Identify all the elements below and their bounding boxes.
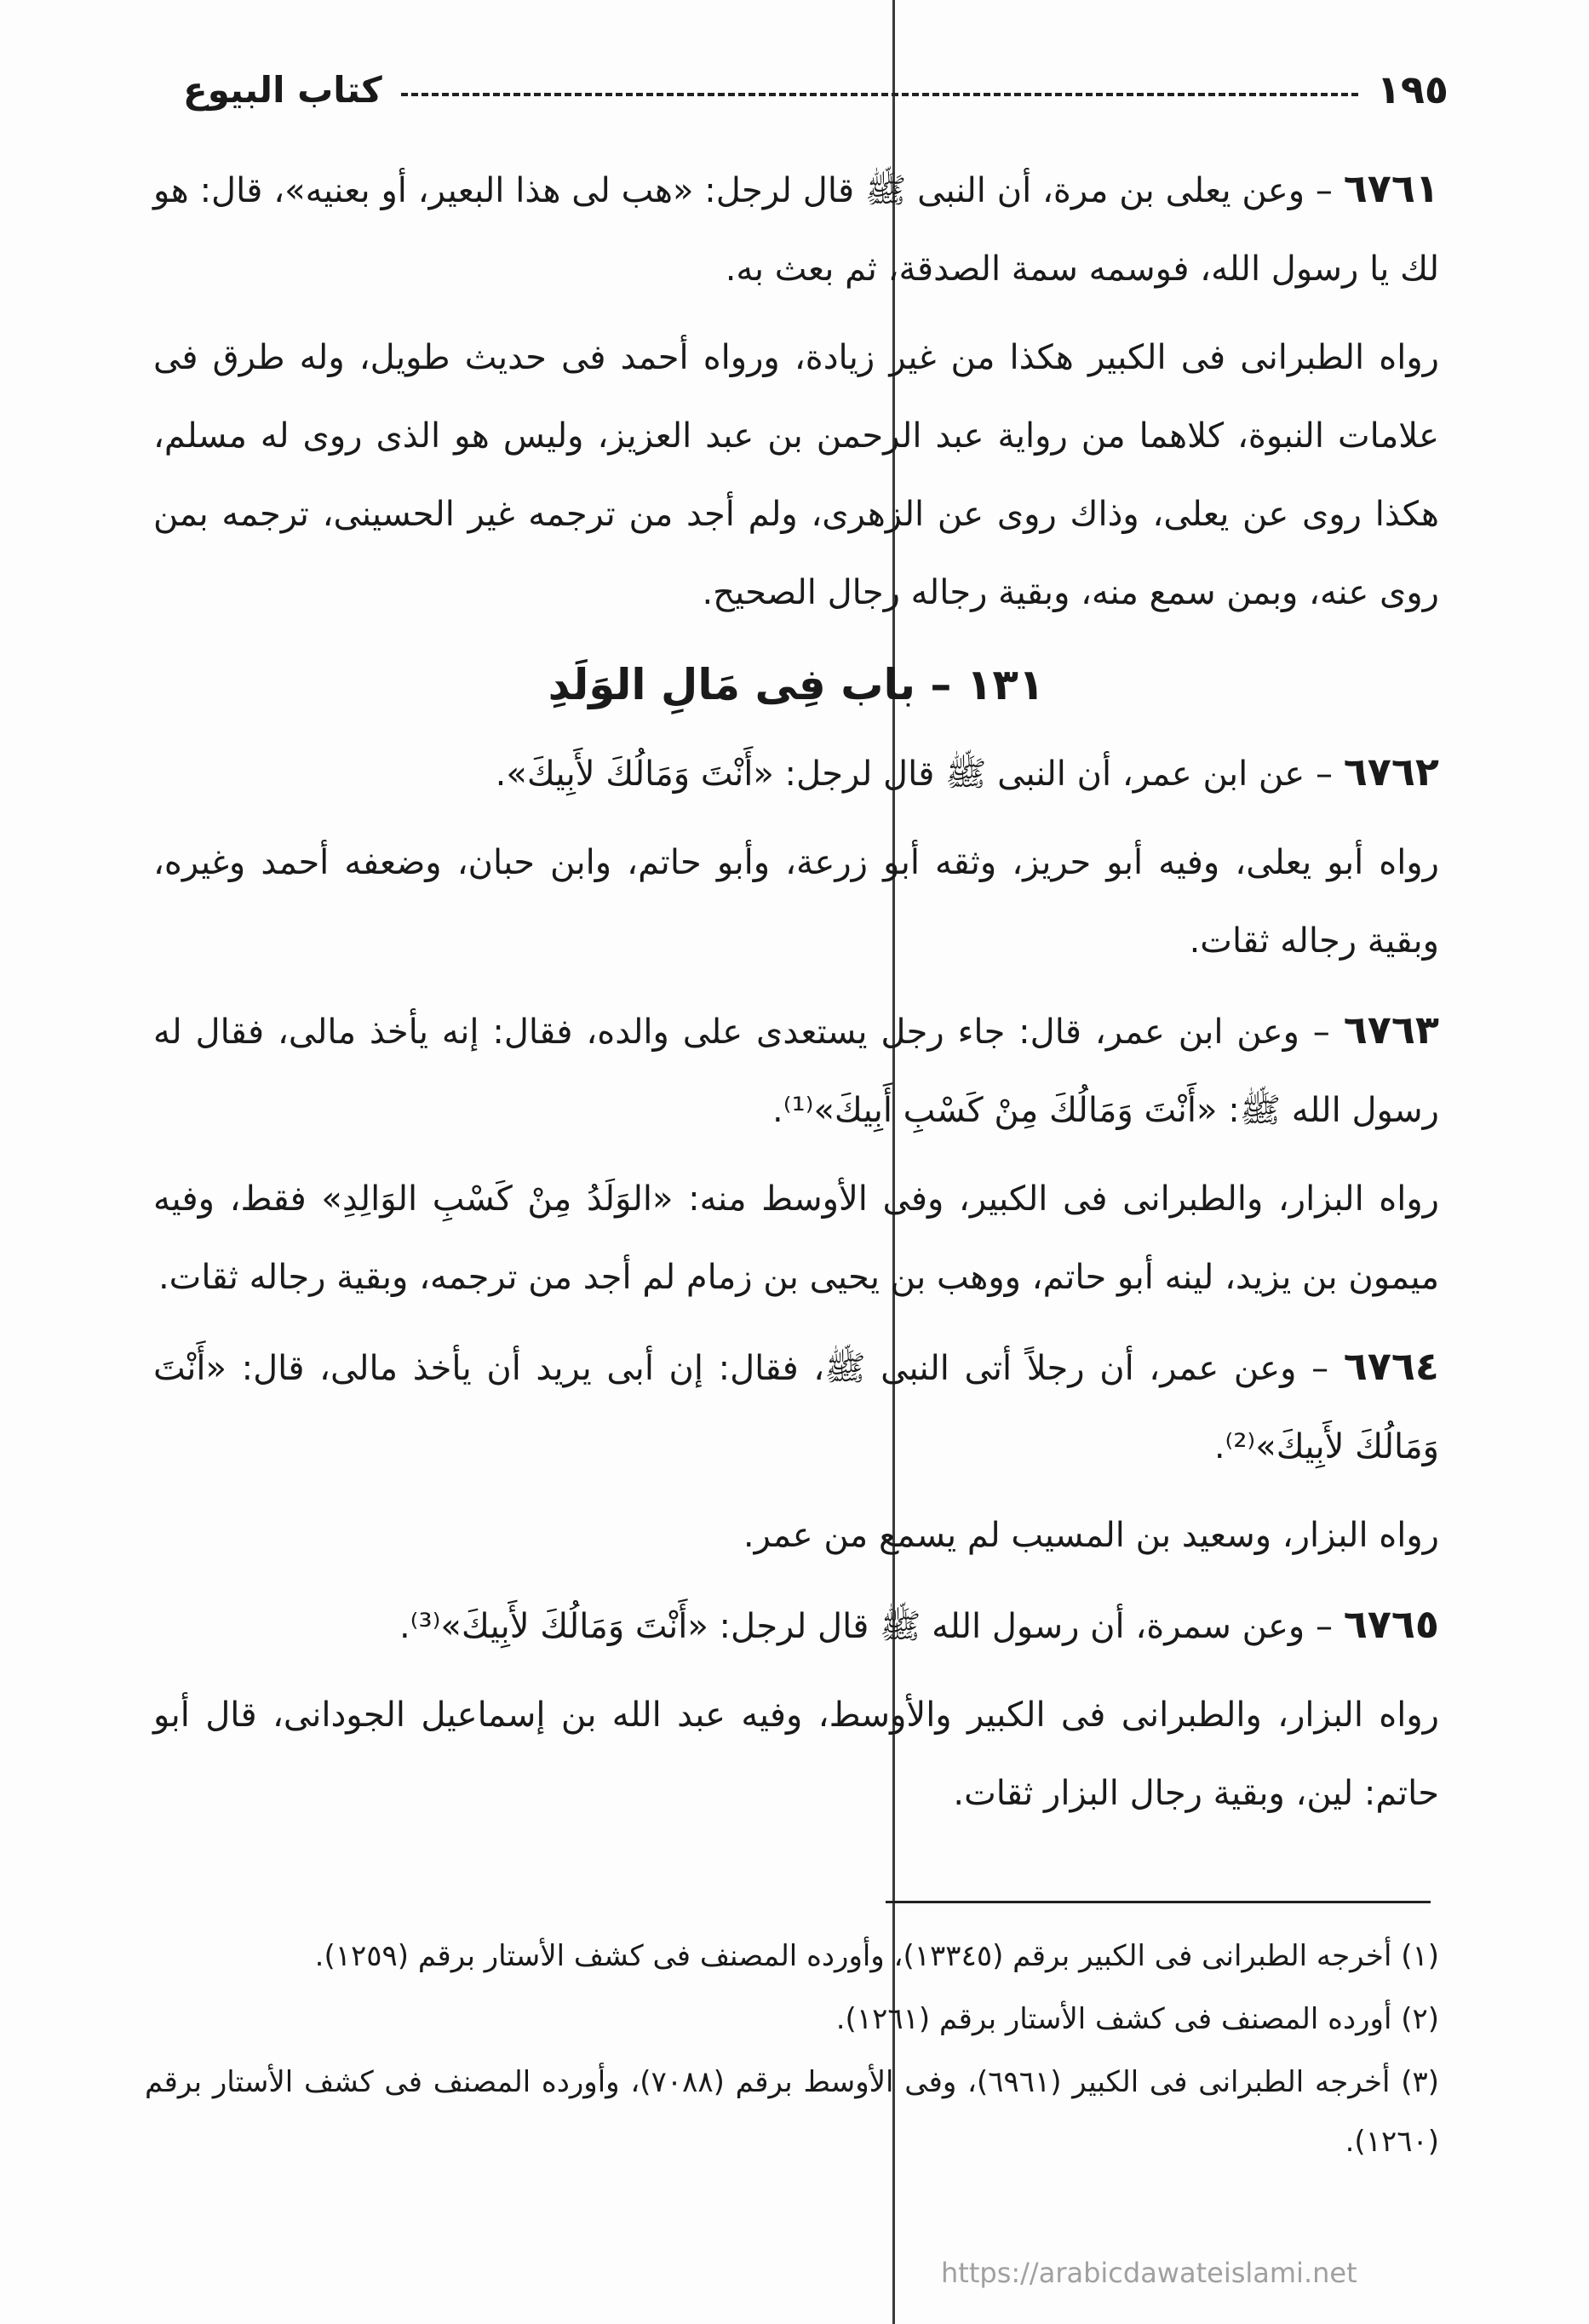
footnote: (٢) أورده المصنف فى كشف الأستار برقم (١٢٦١). bbox=[835, 2002, 1439, 2036]
commentary-text: رواه البزار، والطبرانى فى الكبير والأوسط، وفيه عبد الله بن إسماعيل الجودانى، قال أبو حاتم: لين، وبقية رجال البزار ثقات. bbox=[153, 1696, 1439, 1813]
header-dashes bbox=[401, 93, 1358, 96]
hadith-commentary bbox=[153, 318, 1439, 632]
commentary-text: رواه البزار، والطبرانى فى الكبير، وفى الأوسط منه: «الوَلَدُ مِنْ كَسْبِ الوَالِدِ» فقط، وفيه ميمون بن يزيد، لينه أبو حاتم، ووهب بن يحيى بن زمام لم أجد من ترجمه، وبقية رجاله ثقات. bbox=[153, 1179, 1439, 1297]
page-number: ١٩٥ bbox=[1376, 66, 1448, 112]
hadith-commentary bbox=[153, 1676, 1439, 1833]
main-text bbox=[153, 149, 1439, 1843]
commentary-text: رواه الطبرانى فى الكبير هكذا من غير زيادة، ورواه أحمد فى حديث طويل، وله طرق فى علامات النبوة، كلاهما من رواية عبد الرحمن بن عبد العزيز، وليس هو الذى روى له مسلم، هكذا روى عن يعلى، وذاك روى عن الزهرى، ولم أجد من ترجمه غير الحسينى، ترجمه بمن روى عنه، وبمن سمع منه، وبقية رجاله رجال الصحيح. bbox=[153, 338, 1439, 612]
hadith-number: ٦٧٦٢ bbox=[1343, 749, 1439, 795]
commentary-text: رواه البزار، وسعيد بن المسيب لم يسمع من عمر. bbox=[743, 1516, 1439, 1555]
hadith-entry bbox=[153, 732, 1439, 813]
hadith-commentary bbox=[153, 1160, 1439, 1317]
hadith-text: – وعن ابن عمر، قال: جاء رجل يستعدى على والده، فقال: إنه يأخذ مالى، فقال له رسول الله ﷺ: «أَنْتَ وَمَالُكَ مِنْ كَسْبِ أَبِيكَ»⁽¹⁾. bbox=[153, 1013, 1439, 1130]
hadith-text: – وعن عمر، أن رجلاً أتى النبى ﷺ، فقال: إن أبى يريد أن يأخذ مالى، قال: «أَنْتَ وَمَالُكَ لأَبِيكَ»⁽²⁾. bbox=[153, 1349, 1439, 1466]
hadith-entry bbox=[153, 990, 1439, 1150]
footnote: (٣) أخرجه الطبرانى فى الكبير (٦٩٦١)، وفى الأوسط برقم (٧٠٨٨)، وأورده المصنف فى كشف الأستار برقم (١٢٦٠). bbox=[145, 2065, 1439, 2159]
watermark-url: https://arabicdawateislami.net bbox=[941, 2257, 1357, 2289]
hadith-entry bbox=[153, 1327, 1439, 1486]
hadith-text: – وعن سمرة، أن رسول الله ﷺ قال لرجل: «أَنْتَ وَمَالُكَ لأَبِيكَ»⁽³⁾. bbox=[399, 1607, 1333, 1646]
book-title: كتاب البيوع bbox=[183, 68, 382, 111]
footnote: (١) أخرجه الطبرانى فى الكبير برقم (١٣٣٤٥)، وأورده المصنف فى كشف الأستار برقم (١٢٥٩). bbox=[314, 1939, 1439, 1973]
hadith-commentary bbox=[153, 1496, 1439, 1575]
hadith-text: – وعن يعلى بن مرة، أن النبى ﷺ قال لرجل: «هب لى هذا البعير، أو بعنيه»، قال: هو لك يا رسول الله، فوسمه سمة الصدقة، ثم بعث به. bbox=[153, 171, 1439, 289]
hadith-number: ٦٧٦٥ bbox=[1343, 1601, 1439, 1647]
chapter-heading: ١٣١ – باب فِى مَالِ الوَلَدِ bbox=[548, 660, 1045, 709]
footnotes bbox=[145, 1926, 1439, 2175]
running-header bbox=[183, 60, 1448, 119]
hadith-text: – عن ابن عمر، أن النبى ﷺ قال لرجل: «أَنْتَ وَمَالُكَ لأَبِيكَ». bbox=[495, 755, 1333, 794]
hadith-number: ٦٧٦٣ bbox=[1343, 1007, 1439, 1053]
footnote-separator bbox=[886, 1901, 1431, 1903]
hadith-commentary bbox=[153, 823, 1439, 980]
hadith-entry bbox=[153, 1585, 1439, 1666]
hadith-number: ٦٧٦٤ bbox=[1343, 1343, 1440, 1389]
hadith-number: ٦٧٦١ bbox=[1343, 165, 1440, 211]
hadith-entry bbox=[153, 149, 1439, 308]
commentary-text: رواه أبو يعلى، وفيه أبو حريز، وثقه أبو زرعة، وأبو حاتم، وابن حبان، وضعفه أحمد وغيره، وبقية رجاله ثقات. bbox=[153, 843, 1439, 961]
